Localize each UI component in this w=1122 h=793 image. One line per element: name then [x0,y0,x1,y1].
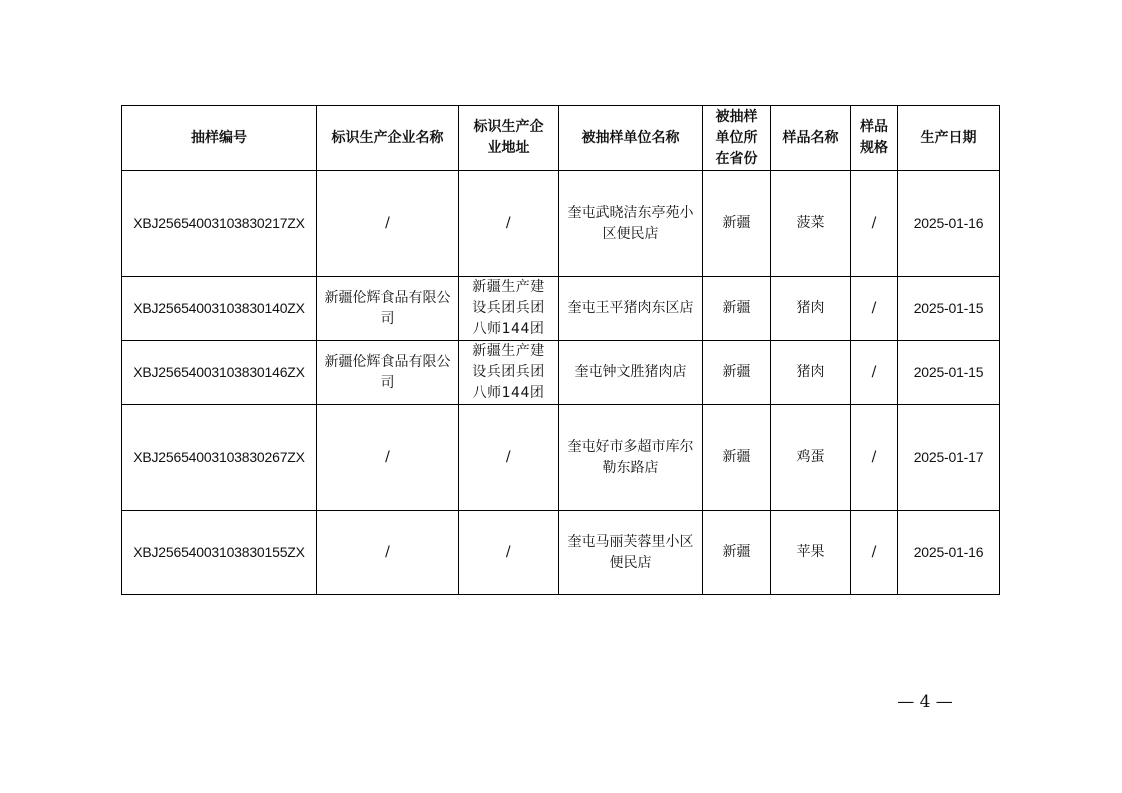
cell-sample-spec: / [851,341,898,405]
header-sample-name: 样品名称 [771,106,851,171]
cell-manufacturer-address: / [459,511,559,595]
cell-sample-spec: / [851,277,898,341]
cell-sampled-province: 新疆 [703,341,771,405]
cell-sampled-unit: 奎屯好市多超市库尔勒东路店 [559,405,703,511]
table-row [122,511,1000,595]
cell-production-date: 2025-01-16 [898,171,1000,277]
header-sample-spec: 样品规格 [851,106,898,171]
cell-sampled-unit: 奎屯武晓洁东亭苑小区便民店 [559,171,703,277]
cell-manufacturer: 新疆伦辉食品有限公司 [317,341,459,405]
cell-sample-no: XBJ25654003103830140ZX [122,277,317,341]
cell-sample-name: 猪肉 [771,277,851,341]
cell-manufacturer: 新疆伦辉食品有限公司 [317,277,459,341]
cell-sampled-province: 新疆 [703,277,771,341]
header-manufacturer-address: 标识生产企业地址 [459,106,559,171]
cell-sample-name: 猪肉 [771,341,851,405]
cell-production-date: 2025-01-15 [898,277,1000,341]
header-sampled-province: 被抽样单位所在省份 [703,106,771,171]
cell-sample-name: 苹果 [771,511,851,595]
cell-manufacturer: / [317,511,459,595]
cell-sampled-province: 新疆 [703,511,771,595]
cell-sampled-unit: 奎屯钟文胜猪肉店 [559,341,703,405]
cell-sampled-unit: 奎屯王平猪肉东区店 [559,277,703,341]
cell-manufacturer: / [317,171,459,277]
cell-sampled-province: 新疆 [703,171,771,277]
header-sample-no: 抽样编号 [122,106,317,171]
table-row [122,341,1000,405]
cell-sample-spec: / [851,405,898,511]
table-header-row [122,106,1000,171]
cell-sample-no: XBJ25654003103830146ZX [122,341,317,405]
cell-manufacturer-address: 新疆生产建设兵团兵团八师144团 [459,341,559,405]
cell-sample-no: XBJ25654003103830217ZX [122,171,317,277]
cell-sample-name: 菠菜 [771,171,851,277]
header-manufacturer: 标识生产企业名称 [317,106,459,171]
cell-sample-no: XBJ25654003103830155ZX [122,511,317,595]
cell-manufacturer: / [317,405,459,511]
cell-sampled-unit: 奎屯马丽芙蓉里小区便民店 [559,511,703,595]
cell-production-date: 2025-01-17 [898,405,1000,511]
cell-sample-spec: / [851,171,898,277]
cell-production-date: 2025-01-15 [898,341,1000,405]
cell-sampled-province: 新疆 [703,405,771,511]
table-row [122,277,1000,341]
header-production-date: 生产日期 [898,106,1000,171]
cell-production-date: 2025-01-16 [898,511,1000,595]
header-sampled-unit: 被抽样单位名称 [559,106,703,171]
page-number: — 4 — [897,692,953,712]
cell-manufacturer-address: / [459,405,559,511]
cell-sample-no: XBJ25654003103830267ZX [122,405,317,511]
sampling-results-table [121,105,1000,595]
cell-manufacturer-address: 新疆生产建设兵团兵团八师144团 [459,277,559,341]
table-row [122,171,1000,277]
cell-manufacturer-address: / [459,171,559,277]
cell-sample-spec: / [851,511,898,595]
cell-sample-name: 鸡蛋 [771,405,851,511]
table-row [122,405,1000,511]
